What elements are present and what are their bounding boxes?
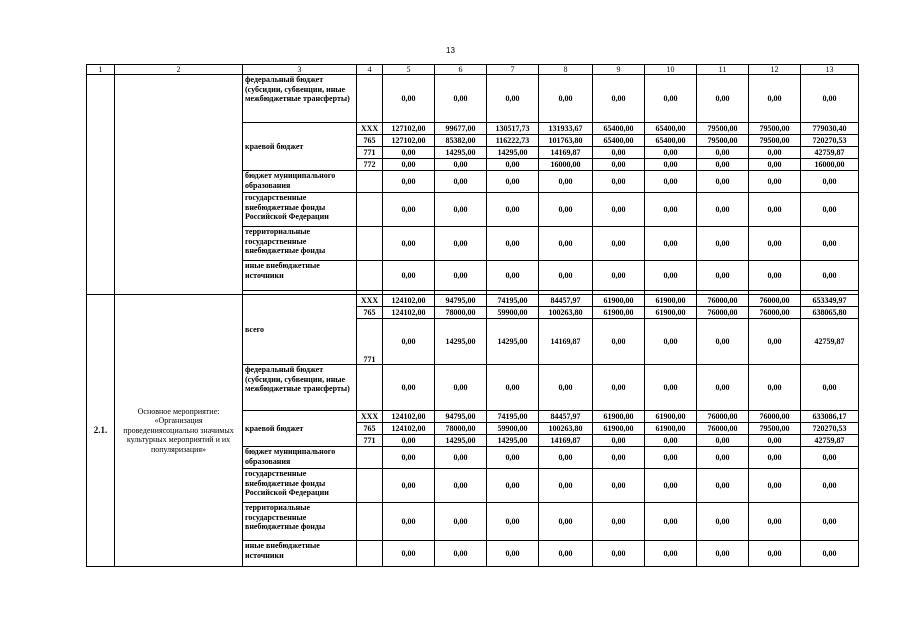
value-cell: 0,00 <box>593 147 645 159</box>
code-cell: 765 <box>357 135 383 147</box>
value-cell: 79500,00 <box>697 123 749 135</box>
value-cell: 0,00 <box>435 227 487 261</box>
value-cell: 0,00 <box>645 541 697 567</box>
value-cell: 124102,00 <box>383 295 435 307</box>
value-cell: 0,00 <box>487 469 539 503</box>
value-cell: 65400,00 <box>645 135 697 147</box>
code-cell <box>357 171 383 193</box>
value-cell: 0,00 <box>383 147 435 159</box>
value-cell: 0,00 <box>749 319 801 365</box>
code-cell <box>357 227 383 261</box>
value-cell: 0,00 <box>487 447 539 469</box>
value-cell: 0,00 <box>487 75 539 123</box>
header-cell: 9 <box>593 65 645 75</box>
table-row <box>87 75 859 123</box>
value-cell: 638065,80 <box>801 307 859 319</box>
code-cell <box>357 261 383 291</box>
value-cell: 0,00 <box>487 503 539 541</box>
value-cell: 59900,00 <box>487 423 539 435</box>
value-cell: 131933,67 <box>539 123 593 135</box>
value-cell: 0,00 <box>435 159 487 171</box>
value-cell: 0,00 <box>645 469 697 503</box>
value-cell: 78000,00 <box>435 423 487 435</box>
value-cell: 0,00 <box>593 469 645 503</box>
value-cell: 79500,00 <box>697 135 749 147</box>
value-cell: 61900,00 <box>593 307 645 319</box>
value-cell: 0,00 <box>697 147 749 159</box>
value-cell: 0,00 <box>749 503 801 541</box>
value-cell: 0,00 <box>749 261 801 291</box>
value-cell: 0,00 <box>539 541 593 567</box>
value-cell: 0,00 <box>645 319 697 365</box>
value-cell: 61900,00 <box>645 423 697 435</box>
value-cell: 16000,00 <box>539 159 593 171</box>
value-cell: 42759,87 <box>801 435 859 447</box>
source-label: территориальные государственные внебюджетные фонды <box>243 503 357 541</box>
value-cell: 130517,73 <box>487 123 539 135</box>
value-cell: 0,00 <box>749 147 801 159</box>
value-cell: 0,00 <box>645 159 697 171</box>
value-cell: 124102,00 <box>383 307 435 319</box>
value-cell: 0,00 <box>487 193 539 227</box>
value-cell: 61900,00 <box>645 307 697 319</box>
value-cell: 0,00 <box>383 447 435 469</box>
value-cell: 0,00 <box>645 435 697 447</box>
value-cell: 0,00 <box>593 365 645 411</box>
value-cell: 124102,00 <box>383 411 435 423</box>
value-cell: 0,00 <box>435 261 487 291</box>
value-cell: 61900,00 <box>593 295 645 307</box>
value-cell: 85382,00 <box>435 135 487 147</box>
value-cell: 0,00 <box>697 447 749 469</box>
value-cell: 0,00 <box>593 261 645 291</box>
value-cell: 0,00 <box>487 227 539 261</box>
value-cell: 0,00 <box>383 469 435 503</box>
value-cell: 65400,00 <box>593 123 645 135</box>
value-cell: 0,00 <box>593 319 645 365</box>
value-cell: 0,00 <box>697 75 749 123</box>
value-cell: 0,00 <box>539 447 593 469</box>
value-cell: 0,00 <box>593 193 645 227</box>
page-number: 13 <box>446 46 455 55</box>
value-cell: 0,00 <box>383 503 435 541</box>
value-cell: 0,00 <box>749 435 801 447</box>
value-cell: 0,00 <box>435 75 487 123</box>
value-cell: 0,00 <box>593 159 645 171</box>
value-cell: 0,00 <box>801 447 859 469</box>
source-label: иные внебюджетные источники <box>243 261 357 291</box>
value-cell: 0,00 <box>697 227 749 261</box>
value-cell: 0,00 <box>645 503 697 541</box>
source-label: краевой бюджет <box>243 411 357 447</box>
header-cell: 13 <box>801 65 859 75</box>
code-cell: XXX <box>357 411 383 423</box>
value-cell: 0,00 <box>435 541 487 567</box>
value-cell: 94795,00 <box>435 295 487 307</box>
value-cell: 633086,17 <box>801 411 859 423</box>
value-cell: 0,00 <box>487 159 539 171</box>
source-label: бюджет муниципального образования <box>243 447 357 469</box>
value-cell: 0,00 <box>435 171 487 193</box>
value-cell: 94795,00 <box>435 411 487 423</box>
header-cell: 6 <box>435 65 487 75</box>
value-cell: 61900,00 <box>593 423 645 435</box>
code-cell: 772 <box>357 159 383 171</box>
value-cell: 0,00 <box>539 365 593 411</box>
value-cell: 14169,87 <box>539 319 593 365</box>
value-cell: 0,00 <box>645 227 697 261</box>
value-cell: 0,00 <box>593 171 645 193</box>
source-label: бюджет муниципального образования <box>243 171 357 193</box>
value-cell: 127102,00 <box>383 123 435 135</box>
value-cell: 76000,00 <box>749 295 801 307</box>
value-cell: 76000,00 <box>749 307 801 319</box>
source-label: государственные внебюджетные фонды Российской Федерации <box>243 469 357 503</box>
value-cell: 0,00 <box>801 541 859 567</box>
value-cell: 100263,80 <box>539 423 593 435</box>
value-cell: 0,00 <box>749 227 801 261</box>
value-cell: 720270,53 <box>801 423 859 435</box>
value-cell: 101763,80 <box>539 135 593 147</box>
value-cell: 14295,00 <box>487 147 539 159</box>
value-cell: 79500,00 <box>749 135 801 147</box>
value-cell: 0,00 <box>539 227 593 261</box>
header-cell: 11 <box>697 65 749 75</box>
table-row <box>87 295 859 307</box>
value-cell: 0,00 <box>697 159 749 171</box>
source-label: иные внебюджетные источники <box>243 541 357 567</box>
code-cell: XXX <box>357 295 383 307</box>
value-cell: 0,00 <box>487 541 539 567</box>
value-cell: 59900,00 <box>487 307 539 319</box>
value-cell: 720270,53 <box>801 135 859 147</box>
value-cell: 0,00 <box>697 541 749 567</box>
code-cell <box>357 193 383 227</box>
value-cell: 0,00 <box>383 227 435 261</box>
value-cell: 0,00 <box>435 193 487 227</box>
code-cell: 771 <box>357 319 383 365</box>
value-cell: 14169,87 <box>539 435 593 447</box>
value-cell: 127102,00 <box>383 135 435 147</box>
value-cell: 0,00 <box>801 75 859 123</box>
value-cell: 14295,00 <box>487 435 539 447</box>
code-cell: 765 <box>357 307 383 319</box>
value-cell: 0,00 <box>593 227 645 261</box>
value-cell: 0,00 <box>487 171 539 193</box>
value-cell: 0,00 <box>383 261 435 291</box>
value-cell: 0,00 <box>383 75 435 123</box>
value-cell: 0,00 <box>801 469 859 503</box>
value-cell: 0,00 <box>383 171 435 193</box>
header-cell: 2 <box>115 65 243 75</box>
header-cell: 7 <box>487 65 539 75</box>
value-cell: 0,00 <box>749 469 801 503</box>
value-cell: 0,00 <box>645 75 697 123</box>
source-label: территориальные государственные внебюджетные фонды <box>243 227 357 261</box>
value-cell: 61900,00 <box>645 411 697 423</box>
value-cell: 76000,00 <box>697 411 749 423</box>
value-cell: 0,00 <box>539 261 593 291</box>
value-cell: 100263,80 <box>539 307 593 319</box>
value-cell: 0,00 <box>383 159 435 171</box>
measure-name-cell: Основное мероприятие: «Организация проведениясоциально значимых культурных мероприятий и их популяризация» <box>115 295 243 567</box>
source-label: государственные внебюджетные фонды Российской Федерации <box>243 193 357 227</box>
value-cell: 0,00 <box>697 503 749 541</box>
code-cell <box>357 469 383 503</box>
value-cell: 0,00 <box>435 503 487 541</box>
value-cell: 76000,00 <box>697 295 749 307</box>
value-cell: 0,00 <box>697 469 749 503</box>
code-cell <box>357 447 383 469</box>
source-label: федеральный бюджет (субсидии, субвенции, иные межбюджетные трансферты) <box>243 75 357 123</box>
budget-table <box>86 64 859 567</box>
value-cell: 0,00 <box>749 171 801 193</box>
value-cell: 0,00 <box>383 435 435 447</box>
value-cell: 0,00 <box>645 171 697 193</box>
value-cell: 0,00 <box>749 365 801 411</box>
value-cell: 79500,00 <box>749 123 801 135</box>
value-cell: 0,00 <box>539 193 593 227</box>
value-cell: 74195,00 <box>487 411 539 423</box>
value-cell: 0,00 <box>645 193 697 227</box>
header-cell: 5 <box>383 65 435 75</box>
value-cell: 78000,00 <box>435 307 487 319</box>
code-cell <box>357 365 383 411</box>
value-cell: 0,00 <box>645 447 697 469</box>
value-cell: 76000,00 <box>697 307 749 319</box>
value-cell: 0,00 <box>645 365 697 411</box>
value-cell: 0,00 <box>749 159 801 171</box>
code-cell: 765 <box>357 423 383 435</box>
value-cell: 0,00 <box>801 227 859 261</box>
value-cell: 0,00 <box>593 503 645 541</box>
value-cell: 0,00 <box>593 435 645 447</box>
value-cell: 61900,00 <box>645 295 697 307</box>
value-cell: 84457,97 <box>539 295 593 307</box>
value-cell: 76000,00 <box>749 411 801 423</box>
row-number-cell <box>87 75 115 295</box>
value-cell: 0,00 <box>435 365 487 411</box>
value-cell: 16000,00 <box>801 159 859 171</box>
value-cell: 76000,00 <box>697 423 749 435</box>
value-cell: 779030,40 <box>801 123 859 135</box>
header-cell: 12 <box>749 65 801 75</box>
value-cell: 0,00 <box>645 261 697 291</box>
value-cell: 14295,00 <box>435 435 487 447</box>
value-cell: 14295,00 <box>435 147 487 159</box>
value-cell: 0,00 <box>435 469 487 503</box>
value-cell: 0,00 <box>697 171 749 193</box>
header-cell: 8 <box>539 65 593 75</box>
value-cell: 0,00 <box>749 75 801 123</box>
value-cell: 0,00 <box>749 193 801 227</box>
code-cell <box>357 75 383 123</box>
value-cell: 0,00 <box>593 447 645 469</box>
value-cell: 0,00 <box>487 261 539 291</box>
value-cell: 0,00 <box>645 147 697 159</box>
source-label: федеральный бюджет (субсидии, субвенции, иные межбюджетные трансферты) <box>243 365 357 411</box>
value-cell: 0,00 <box>801 261 859 291</box>
value-cell: 65400,00 <box>645 123 697 135</box>
value-cell: 99677,00 <box>435 123 487 135</box>
value-cell: 0,00 <box>593 541 645 567</box>
value-cell: 0,00 <box>749 541 801 567</box>
value-cell: 0,00 <box>593 75 645 123</box>
value-cell: 79500,00 <box>749 423 801 435</box>
value-cell: 0,00 <box>383 319 435 365</box>
value-cell: 0,00 <box>801 365 859 411</box>
header-cell: 10 <box>645 65 697 75</box>
value-cell: 0,00 <box>539 75 593 123</box>
value-cell: 0,00 <box>383 365 435 411</box>
value-cell: 0,00 <box>801 193 859 227</box>
value-cell: 14169,87 <box>539 147 593 159</box>
value-cell: 0,00 <box>749 447 801 469</box>
value-cell: 0,00 <box>539 469 593 503</box>
row-number-cell: 2.1. <box>87 295 115 567</box>
header-row <box>87 65 859 75</box>
value-cell: 42759,87 <box>801 319 859 365</box>
code-cell: 771 <box>357 435 383 447</box>
value-cell: 65400,00 <box>593 135 645 147</box>
code-cell: XXX <box>357 123 383 135</box>
value-cell: 0,00 <box>697 193 749 227</box>
source-label: всего <box>243 295 357 365</box>
value-cell: 0,00 <box>801 171 859 193</box>
measure-name-cell <box>115 75 243 295</box>
code-cell <box>357 541 383 567</box>
value-cell: 0,00 <box>435 447 487 469</box>
value-cell: 0,00 <box>697 435 749 447</box>
value-cell: 0,00 <box>697 261 749 291</box>
value-cell: 74195,00 <box>487 295 539 307</box>
value-cell: 0,00 <box>383 193 435 227</box>
value-cell: 0,00 <box>697 319 749 365</box>
value-cell: 653349,97 <box>801 295 859 307</box>
header-cell: 1 <box>87 65 115 75</box>
code-cell <box>357 503 383 541</box>
source-label: краевой бюджет <box>243 123 357 171</box>
value-cell: 124102,00 <box>383 423 435 435</box>
code-cell: 771 <box>357 147 383 159</box>
value-cell: 0,00 <box>539 171 593 193</box>
value-cell: 0,00 <box>383 541 435 567</box>
header-cell: 4 <box>357 65 383 75</box>
value-cell: 0,00 <box>539 503 593 541</box>
value-cell: 0,00 <box>697 365 749 411</box>
value-cell: 84457,97 <box>539 411 593 423</box>
value-cell: 0,00 <box>487 365 539 411</box>
header-cell: 3 <box>243 65 357 75</box>
value-cell: 14295,00 <box>487 319 539 365</box>
value-cell: 61900,00 <box>593 411 645 423</box>
value-cell: 42759,87 <box>801 147 859 159</box>
value-cell: 116222,73 <box>487 135 539 147</box>
value-cell: 14295,00 <box>435 319 487 365</box>
value-cell: 0,00 <box>801 503 859 541</box>
